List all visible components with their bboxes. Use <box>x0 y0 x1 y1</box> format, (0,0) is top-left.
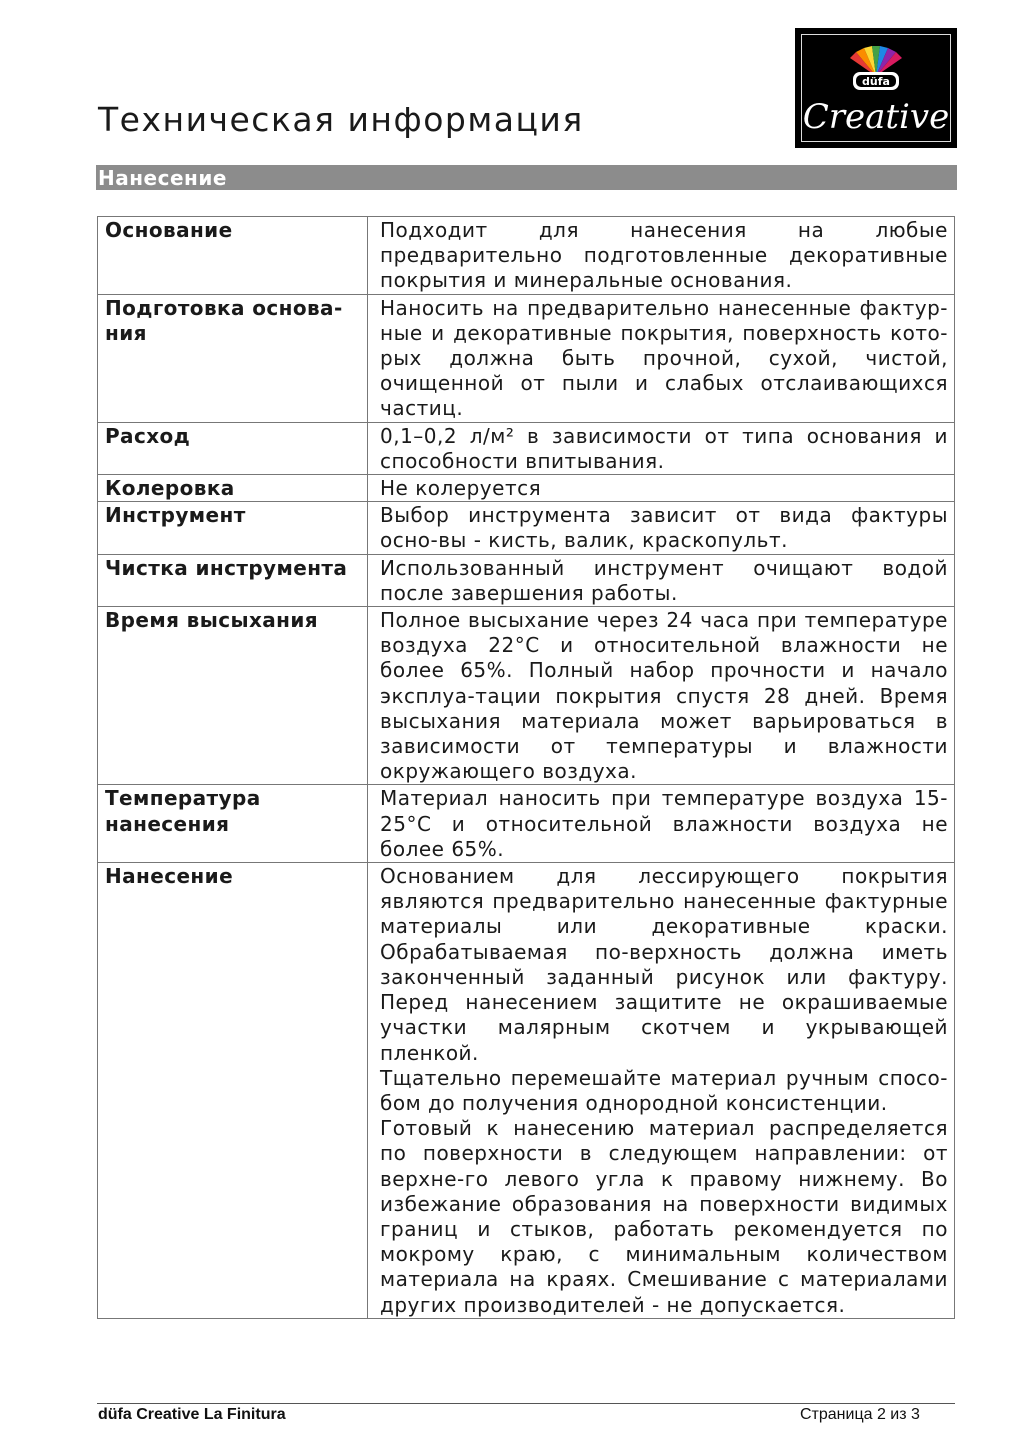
property-value <box>368 422 955 474</box>
property-name: Основание <box>98 217 368 295</box>
table-row <box>98 554 955 606</box>
property-name: Время высыхания <box>98 607 368 785</box>
property-name: Нанесение <box>98 863 368 1319</box>
logo-script-text: Creative <box>802 97 950 137</box>
table-row <box>98 422 955 474</box>
property-paragraph: Выбор инструмента зависит от вида фактуры осно-вы - кисть, валик, краскопульт. <box>380 503 948 553</box>
table-row <box>98 785 955 863</box>
logo-graphic-icon <box>797 30 955 146</box>
property-paragraph: Тщательно перемешайте материал ручным спосо-бом до получения однородной консистенции. <box>380 1065 948 1115</box>
property-name: Колеровка <box>98 475 368 502</box>
table-row <box>98 217 955 295</box>
properties-table <box>97 216 955 1319</box>
footer-product-name: düfa Creative La Finitura <box>98 1406 286 1423</box>
property-paragraph: Наносить на предварительно нанесенные фактур-ные и декоративные покрытия, поверхность кото-рых должна быть прочной, сухой, чистой, очищенной от пыли и слабых отслаивающихся частиц. <box>380 295 948 421</box>
footer-page-number: Страница 2 из 3 <box>800 1406 920 1423</box>
table-row <box>98 607 955 785</box>
property-paragraph: Использованный инструмент очищают водой после завершения работы. <box>380 555 948 605</box>
property-value <box>368 217 955 295</box>
property-name: Инструмент <box>98 502 368 554</box>
property-name: Подготовка основа-ния <box>98 294 368 422</box>
dufa-creative-logo <box>795 28 957 148</box>
property-paragraph: Полное высыхание через 24 часа при температуре воздуха 22°С и относительной влажности не более 65%. Полный набор прочности и начало эксплуа-тации покрытия спустя 28 дней. Время высыхания материала может варьироваться в зависимости от температуры и влажности окружающего воздуха. <box>380 608 948 784</box>
property-value <box>368 475 955 502</box>
property-name: Чистка инструмента <box>98 554 368 606</box>
table-row <box>98 863 955 1319</box>
property-value <box>368 863 955 1319</box>
section-header: Нанесение <box>96 165 957 190</box>
property-paragraph: 0,1–0,2 л/м² в зависимости от типа основания и способности впитывания. <box>380 423 948 473</box>
property-paragraph: Не колеруется <box>380 476 542 501</box>
logo-brand-text: düfa <box>862 75 890 88</box>
property-paragraph: Готовый к нанесению материал распределяется по поверхности в следующем направлении: от верхне-го левого угла к правому нижнему. Во избежание образования на поверхности видимых границ и стыков, работать рекомендуется по мокрому краю, с минимальным количеством материала на краях. Смешивание с материалами других производителей - не допускается. <box>380 1116 948 1317</box>
table-row <box>98 475 955 502</box>
property-paragraph: Материал наносить при температуре воздуха 15-25°С и относительной влажности воздуха не более 65%. <box>380 786 948 861</box>
property-value <box>368 607 955 785</box>
property-name: Температура нанесения <box>98 785 368 863</box>
property-value <box>368 502 955 554</box>
property-value <box>368 554 955 606</box>
property-name: Расход <box>98 422 368 474</box>
property-value <box>368 294 955 422</box>
property-paragraph: Основанием для лессирующего покрытия являются предварительно нанесенные фактурные материалы или декоративные краски. Обрабатываемая по-верхность должна иметь законченный заданный рисунок или фактуру. Перед нанесением защитите не окрашиваемые участки малярным скотчем и укрывающей пленкой. <box>380 864 948 1065</box>
footer-divider <box>97 1403 955 1404</box>
table-row <box>98 502 955 554</box>
table-row <box>98 294 955 422</box>
property-value <box>368 785 955 863</box>
page-title: Техническая информация <box>98 100 584 139</box>
property-paragraph: Подходит для нанесения на любые предварительно подготовленные декоративные покрытия и минеральные основания. <box>380 218 948 293</box>
